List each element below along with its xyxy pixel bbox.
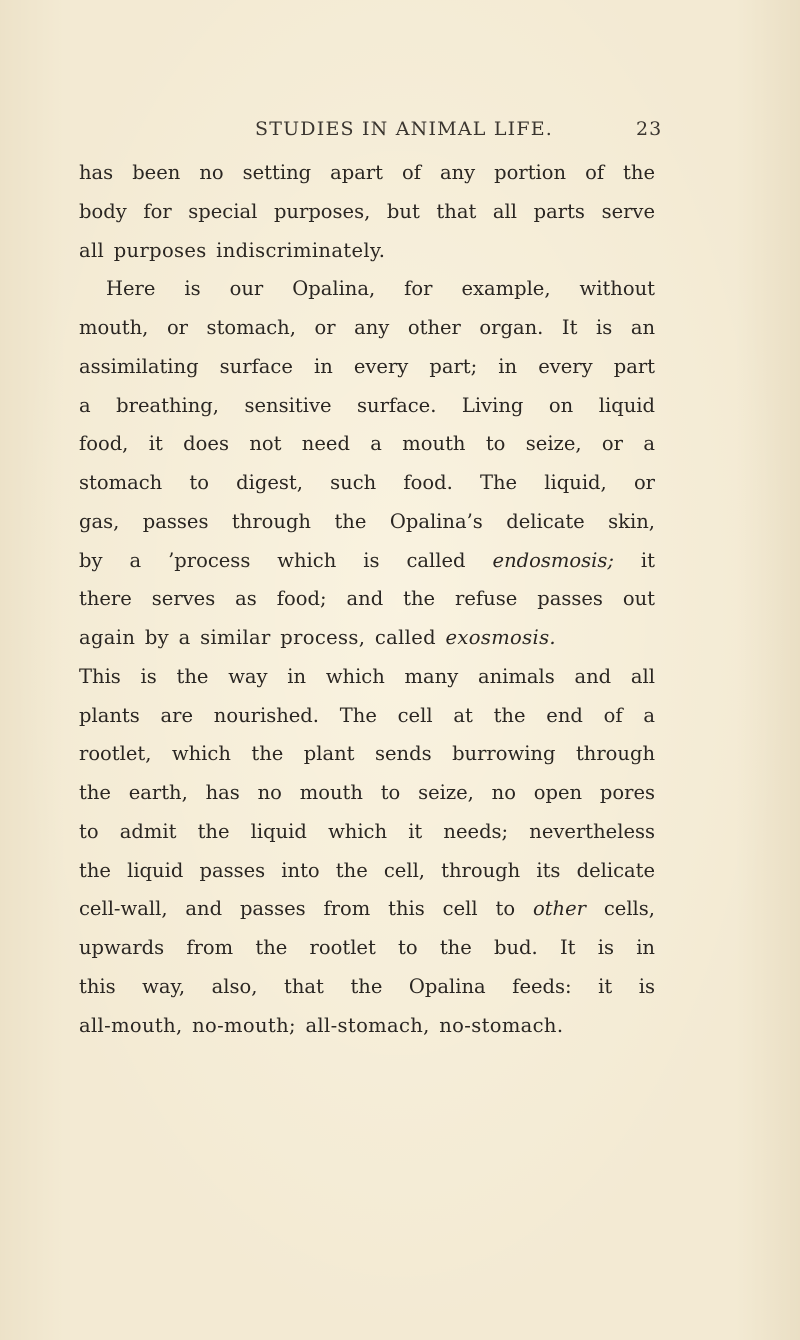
text-line: assimilating surface in every part; in every part bbox=[79, 354, 655, 378]
text-line bbox=[79, 890, 655, 929]
text-line: all purposes indiscriminately. bbox=[79, 238, 386, 262]
text-line: This is the way in which many animals and all bbox=[79, 664, 655, 688]
running-title: STUDIES IN ANIMAL LIFE. bbox=[255, 118, 554, 140]
text-line: to admit the liquid which it needs; nevertheless bbox=[79, 819, 655, 843]
text-line: all-mouth, no-mouth; all-stomach, no-stomach. bbox=[79, 1013, 564, 1037]
text-segment: by a ’process which is called bbox=[79, 548, 493, 572]
text-segment: it bbox=[613, 548, 655, 572]
text-line: rootlet, which the plant sends burrowing through bbox=[79, 742, 655, 766]
text-line: this way, also, that the Opalina feeds: it is bbox=[79, 974, 655, 998]
text-line: there serves as food; and the refuse passes out bbox=[79, 587, 655, 611]
text-segment: cells, bbox=[585, 897, 655, 921]
text-line: has been no setting apart of any portion of the bbox=[79, 161, 655, 184]
italic-term: other bbox=[532, 897, 586, 921]
text-line: Here is our Opalina, for example, without bbox=[106, 277, 655, 301]
text-segment: again by a similar process, called bbox=[79, 626, 446, 649]
body-text bbox=[79, 154, 655, 1045]
text-line: plants are nourished. The cell at the end of a bbox=[79, 703, 655, 727]
text-line: stomach to digest, such food. The liquid, or bbox=[79, 471, 655, 494]
text-line: mouth, or stomach, or any other organ. It is an bbox=[79, 316, 655, 339]
italic-term: exosmosis. bbox=[445, 626, 556, 649]
text-line bbox=[79, 542, 655, 581]
text-line: upwards from the rootlet to the bud. It is in bbox=[79, 936, 655, 959]
text-line: a breathing, sensitive surface. Living on liquid bbox=[79, 393, 655, 417]
text-line: food, it does not need a mouth to seize, or a bbox=[79, 432, 655, 456]
text-line bbox=[79, 619, 655, 658]
text-line: the liquid passes into the cell, through its delicate bbox=[79, 858, 655, 882]
text-segment: cell-wall, and passes from this cell to bbox=[79, 897, 533, 921]
text-line: the earth, has no mouth to seize, no open pores bbox=[79, 781, 655, 804]
italic-term: endosmosis; bbox=[492, 548, 614, 572]
text-line: gas, passes through the Opalina’s delicate skin, bbox=[79, 509, 655, 533]
page-number: 23 bbox=[636, 118, 663, 140]
text-line: body for special purposes, but that all parts serve bbox=[79, 199, 655, 223]
